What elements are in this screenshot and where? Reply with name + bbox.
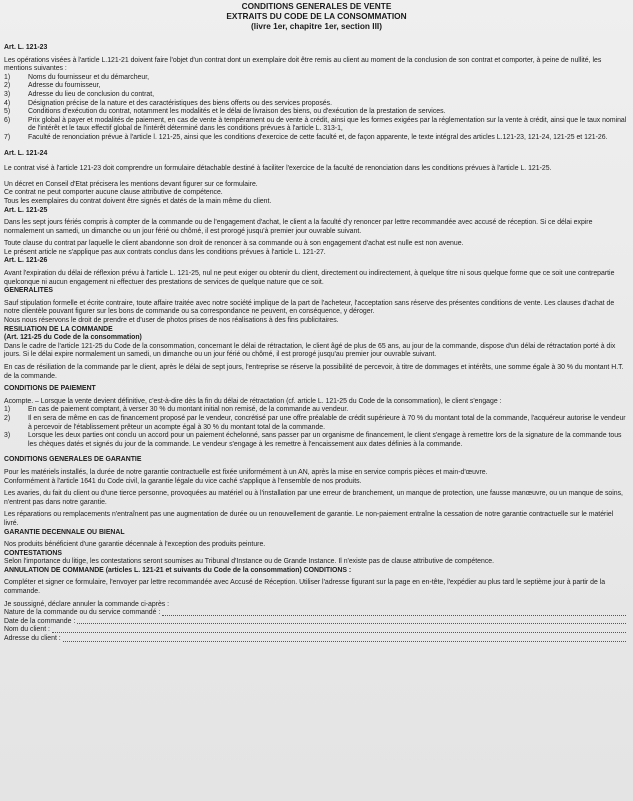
paragraph: Nous nous réservons le droit de prendre et d'user de photos prises de nos réalisations à des fins publicitaires. [4,317,339,325]
list-item-text: Désignation précise de la nature et des caractéristiques des biens offerts ou des services proposés. [28,99,332,107]
paragraph: Ce contrat ne peut comporter aucune clause attributive de compétence. [4,189,223,197]
list-item-text: Noms du fournisseur et du démarcheur, [28,73,150,81]
list-item-number: 6) [4,116,11,124]
section-heading-garantie: CONDITIONS GENERALES DE GARANTIE [4,456,142,464]
list-item-text: Lorsque les deux parties ont conclu un accord pour un paiement échelonné, sans passer par un organisme de financement, le client s'engage à remettre lors de la signature de la commande tous les chèques datés et signés du jour de la commande. Le vendeur s'engage à les remettre à l'encaissement aux dates définies à la commande. [28,432,622,448]
paragraph: Nos produits bénéficient d'une garantie décennale à l'exception des produits peinture. [4,541,266,549]
list-item-text: Adresse du lieu de conclusion du contrat, [28,90,155,98]
list-item-number: 5) [4,108,11,116]
form-field-label: Nom du client : [4,626,50,634]
section-heading-contestations: CONTESTATIONS [4,549,62,557]
paragraph: Le présent article ne s'applique pas aux contrats conclus dans les conditions prévues à l'article L. 121-27. [4,248,326,256]
document-subtitle: EXTRAITS DU CODE DE LA CONSOMMATION [226,11,407,21]
mention-item [4,74,629,83]
list-item-number: 1) [4,406,11,414]
section-heading-art-121-24: Art. L. 121-24 [4,149,48,157]
paragraph: En cas de résiliation de la commande par le client, après le délai de sept jours, l'entreprise se réserve la possibilité de percevoir, à titre de dommages et intérêts, une somme égale à 30 % du montant H.T. de la commande. [4,364,624,380]
list-item-number: 3) [4,432,11,440]
paragraph: Les réparations ou remplacements n'entraînent pas une augmentation de durée ou un renouvellement de garantie. Le non-paiement entraîne la cessation de notre garantie contractuelle sur le matériel livré. [4,511,614,527]
document-header [4,1,629,31]
mention-item [4,91,629,100]
section-heading-art-121-26: Art. L. 121-26 [4,257,48,265]
paragraph: Avant l'expiration du délai de réflexion prévu à l'article L. 121-25, nul ne peut exiger ou obtenir du client, directement ou indirectement, à quelque titre ni sous quelque forme que ce soit une contrepartie quelconque ni aucun engagement ni effectuer des prestations de services de quelque nature que ce soit. [4,270,615,286]
form-field-label: Adresse du client : [4,635,61,643]
form-field-row [4,609,629,618]
paragraph: Dans le cadre de l'article 121-25 du Code de la consommation, concernant le délai de rétractation, le client âgé de plus de 65 ans, au jour de la commande, dispose d'un délai de rétractation porté à dix jours. Si le délai expire normalement un samedi, un dimanche ou un jour férié ou chômé, il est prorogé jusqu'au premier jour ouvrable suivant. [4,342,616,359]
form-field-row [4,626,629,635]
cancellation-form [4,609,629,643]
document-title: CONDITIONS GENERALES DE VENTE [241,1,392,11]
payment-conditions-list [4,406,629,449]
payment-condition-item [4,432,629,449]
paragraph: Acompte. – Lorsque la vente devient définitive, c'est-à-dire dès la fin du délai de rétractation (cf. article L. 121-25 du Code de la consommation), le client s'engage : [4,397,502,405]
paragraph: Dans les sept jours fériés compris à compter de la commande ou de l'engagement d'achat, le client a la faculté d'y renoncer par lettre recommandée avec accusé de réception. Si ce délai expire normalement un samedi, un dimanche ou un jour férié ou chômé, il est prorogé jusqu'à premier jour ouvrable suivant. [4,219,593,235]
form-field-row [4,635,629,644]
paragraph: Pour les matériels installés, la durée de notre garantie contractuelle est fixée uniformément à un AN, après la mise en service compris pièces et main-d'œuvre. [4,468,488,476]
list-item-text: Faculté de renonciation prévue à l'article l. 121-25, ainsi que les conditions d'exercice de cette faculté et, de façon apparente, le texte intégral des articles L.121-23, 121-24, 121-25 et 121-26. [28,133,608,141]
paragraph: Un décret en Conseil d'Etat précisera les mentions devant figurer sur ce formulaire. [4,180,258,188]
paragraph: Les avaries, du fait du client ou d'une tierce personne, provoquées au matériel ou à l'installation par une erreur de branchement, un manque de protection, une fausse manœuvre, ou un manque de soins, n'entrent pas dans notre garantie. [4,490,623,506]
mentions-list [4,74,629,143]
list-item-text: En cas de paiement comptant, à verser 30 % du montant initial non remisé, de la commande au vendeur. [28,406,349,414]
mention-item [4,134,629,143]
form-field-blank[interactable] [52,626,626,633]
paragraph: Sauf stipulation formelle et écrite contraire, toute affaire traitée avec notre société implique de la part de l'acheteur, l'acceptation sans réserve des présentes conditions de vente. Les clauses d'achat de notre clientèle pouvant figurer sur les bons de commande ou sa correspondance ne peuvent, en conséquence, y déroger. [4,299,615,316]
payment-condition-item [4,415,629,432]
section-heading-annulation: ANNULATION DE COMMANDE (articles L. 121-21 et suivants du Code de la consommation) CONDITIONS : [4,566,352,574]
mention-item [4,117,629,134]
list-item-text: Conditions d'exécution du contrat, notamment les modalités et le délai de livraison des biens, ou d'exécution de la prestation de services. [28,108,446,116]
form-field-row [4,618,629,627]
paragraph: Le contrat visé à l'article 121-23 doit comprendre un formulaire détachable destiné à faciliter l'exercice de la faculté de renonciation dans les conditions prévues à l'article L. 121-25. [4,165,552,173]
form-field-blank[interactable] [77,618,626,625]
list-item-number: 4) [4,99,11,107]
section-heading-resiliation: RESILIATION DE LA COMMANDE [4,325,113,333]
paragraph: Les opérations visées à l'article L.121-21 doivent faire l'objet d'un contrat dont un exemplaire doit être remis au client au moment de la conclusion de son contrat et comporter, à peine de nullité, les mentions suivantes : [4,56,602,73]
mention-item [4,82,629,91]
list-item-number: 7) [4,133,11,141]
list-item-number: 3) [4,90,11,98]
form-field-blank[interactable] [63,635,626,642]
section-heading-art-121-25: Art. L. 121-25 [4,206,48,214]
section-heading-paiement: CONDITIONS DE PAIEMENT [4,385,96,393]
list-item-number: 2) [4,82,11,90]
mention-item [4,108,629,117]
paragraph: Compléter et signer ce formulaire, l'envoyer par lettre recommandée avec Accusé de Réception. Utiliser l'adresse figurant sur la page en en-tête, l'expédier au plus tard le septième jour à partir de la commande. [4,579,606,596]
list-item-number: 2) [4,414,11,422]
section-heading-decennale: GARANTIE DECENNALE OU BIENAL [4,528,125,536]
list-item-text: Prix global à payer et modalités de paiement, en cas de vente à tempérament ou de vente à crédit, ainsi que les formes exigées par la réglementation sur la vente à crédit, ainsi que le taux nominal de l'intérêt et le taux effectif global de l'intérêt déterminé dans les conditions prévues à l'article L. 313-1, [28,116,627,133]
form-field-label: Date de la commande : [4,617,76,625]
section-subheading-resiliation: (Art. 121-25 du Code de la consommation) [4,334,142,342]
paragraph: Je soussigné, déclare annuler la commande ci-après : [4,600,170,608]
paragraph: Conformément à l'article 1641 du Code civil, la garantie légale du vice caché s'applique à l'ensemble de nos produits. [4,477,362,485]
form-field-blank[interactable] [162,609,626,616]
payment-condition-item [4,406,629,415]
form-field-label: Nature de la commande ou du service commandé : [4,609,161,617]
list-item-number: 1) [4,73,11,81]
paragraph: Toute clause du contrat par laquelle le client abandonne son droit de renoncer à sa commande ou à son engagement d'achat est nulle est non avenue. [4,240,464,248]
list-item-text: Il en sera de même en cas de financement proposé par le vendeur, concrétisé par une offre préalable de crédit supérieure à 70 % du montant total de la commande, l'acquéreur autorise le vendeur à percevoir de l'établissement prêteur un acompte égal à 30 % du montant total de la commande. [28,414,626,431]
paragraph: Selon l'importance du litige, les contestations seront soumises au Tribunal d'Instance ou de Grande Instance. Il n'existe pas de clause attributive de compétence. [4,558,495,566]
section-heading-generalites: GENERALITES [4,287,54,295]
paragraph: Tous les exemplaires du contrat doivent être signés et datés de la main même du client. [4,197,272,205]
document-body [4,31,629,644]
list-item-text: Adresse du fournisseur, [28,82,101,90]
section-heading-art-121-23: Art. L. 121-23 [4,44,48,51]
document-section-ref: (livre 1er, chapitre 1er, section III) [251,21,382,31]
mention-item [4,100,629,109]
